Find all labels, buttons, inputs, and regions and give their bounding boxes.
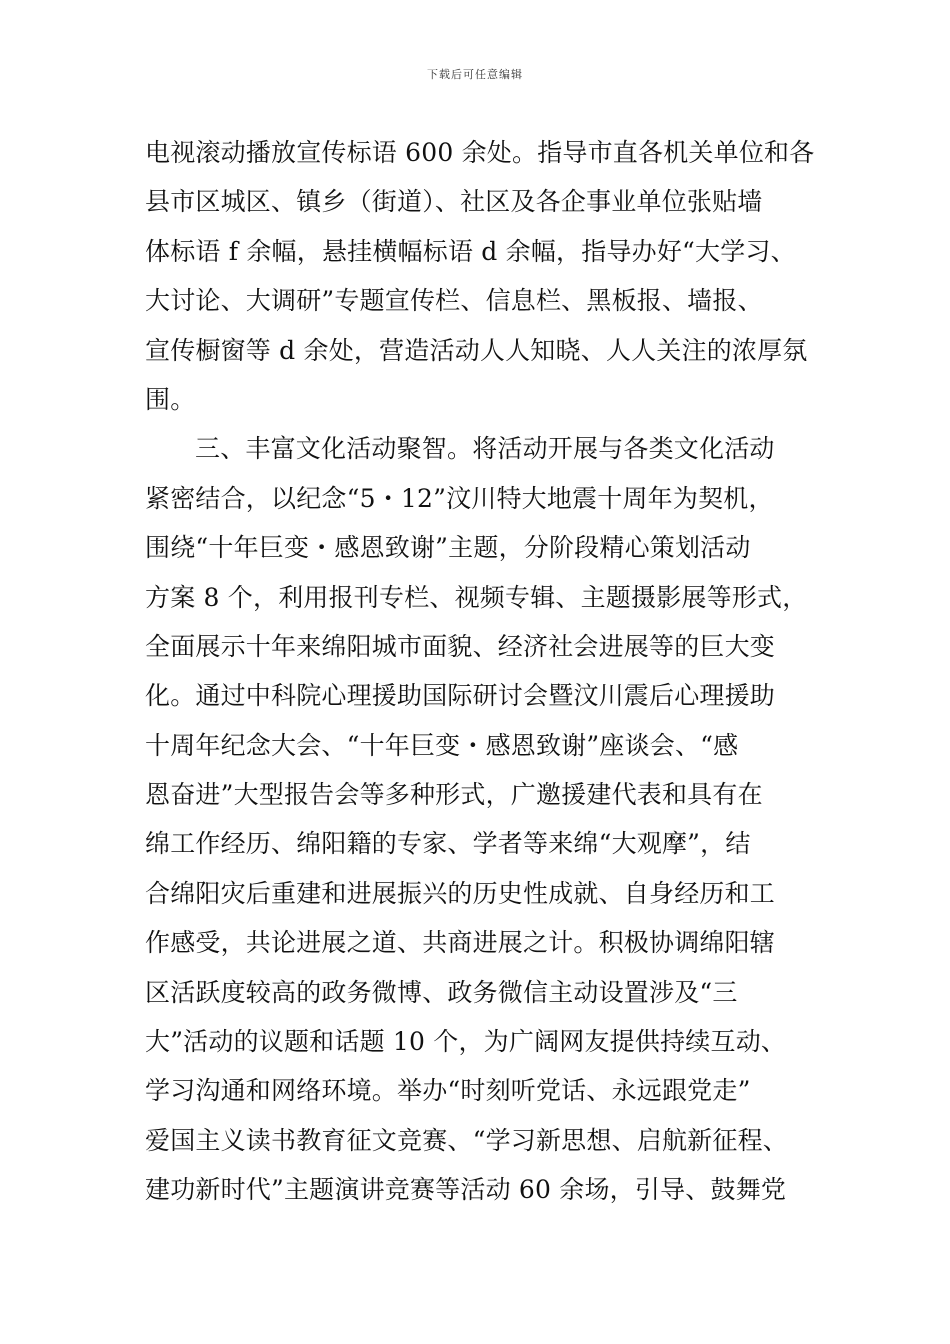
- text-line: 学习沟通和网络环境。举办“时刻听党话、永远跟党走”: [145, 1076, 751, 1106]
- text-line: 化。通过中科院心理援助国际研讨会暨汶川震后心理援助: [145, 681, 776, 711]
- text-line: 紧密结合，以纪念“5・12”汶川特大地震十周年为契机，: [145, 483, 774, 513]
- text-line: 大”活动的议题和话题 10 个，为广阔网友提供持续互动、: [145, 1027, 787, 1057]
- text-line: 方案 8 个，利用报刊专栏、视频专辑、主题摄影展等形式，: [145, 582, 808, 612]
- text-line: 县市区城区、镇乡（街道）、社区及各企事业单位张贴墙: [145, 187, 763, 217]
- text-line: 围。: [145, 384, 196, 414]
- text-line: 全面展示十年来绵阳城市面貌、经济社会进展等的巨大变: [145, 631, 776, 661]
- text-line: 宣传橱窗等 d 余处，营造活动人人知晓、人人关注的浓厚氛: [145, 335, 808, 365]
- text-line: 绵工作经历、绵阳籍的专家、学者等来绵“大观摩”，结: [145, 829, 751, 859]
- text-line: 区活跃度较高的政务微博、政务微信主动设置涉及“三: [145, 977, 738, 1007]
- text-line: 十周年纪念大会、“十年巨变・感恩致谢”座谈会、“感: [145, 730, 739, 760]
- text-line: 爱国主义读书教育征文竞赛、“学习新思想、启航新征程、: [145, 1125, 788, 1155]
- text-line: 体标语 f 余幅，悬挂横幅标语 d 余幅，指导办好“大学习、: [145, 236, 796, 266]
- page-header: 下载后可任意编辑: [427, 68, 523, 81]
- text-line: 作感受，共论进展之道、共商进展之计。积极协调绵阳辖: [145, 928, 776, 958]
- text-line: 电视滚动播放宣传标语 600 余处。指导市直各机关单位和各: [145, 138, 815, 167]
- text-line: 大讨论、大调研”专题宣传栏、信息栏、黑板报、墙报、: [145, 286, 763, 316]
- section-heading-line: 三、丰富文化活动聚智。将活动开展与各类文化活动: [195, 434, 775, 464]
- text-line: 围绕“十年巨变・感恩致谢”主题，分阶段精心策划活动: [145, 533, 751, 563]
- text-line: 合绵阳灾后重建和进展振兴的历史性成就、自身经历和工: [145, 878, 776, 908]
- text-line: 建功新时代”主题演讲竞赛等活动 60 余场，引导、鼓舞党: [145, 1175, 787, 1205]
- text-line: 恩奋进”大型报告会等多种形式，广邀援建代表和具有在: [145, 780, 763, 810]
- document-body: [145, 128, 815, 1215]
